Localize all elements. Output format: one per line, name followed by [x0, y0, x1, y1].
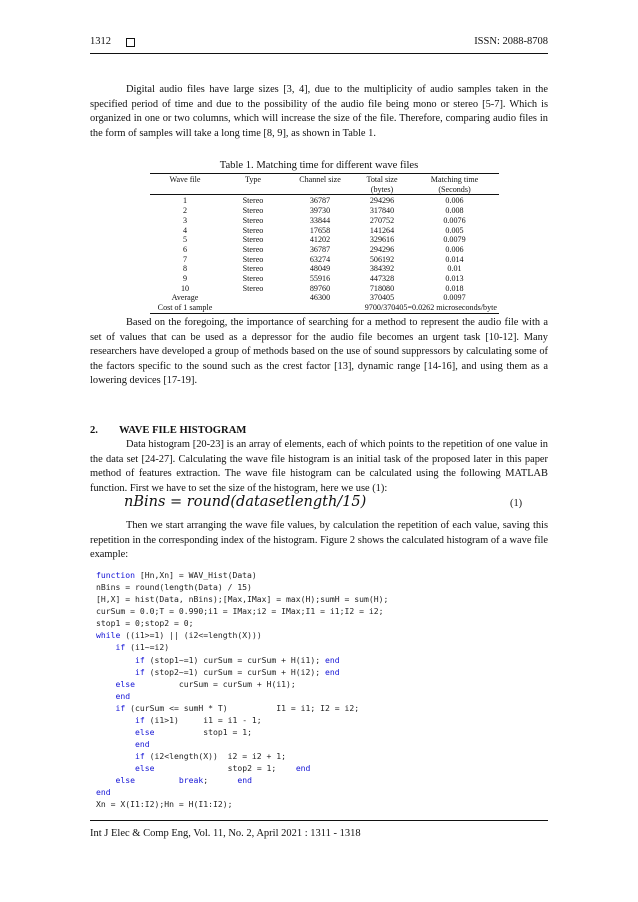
- equation-number: (1): [510, 498, 523, 509]
- paragraph-intro: Digital audio files have large sizes [3, 4], due to the multiplicity of audio samples taken in the specified period of time and due to the possibility of the audio file being mono or stereo [5-7]. Which is organized in one or two columns, which will increase the size of the file. Therefore, comparing audio files in the form of samples will take a long time [8, 9], as shown in Table 1.: [90, 84, 548, 139]
- header-rule: [90, 53, 548, 54]
- table-cell-file: 5: [182, 235, 188, 245]
- table-cell-file: 9: [182, 274, 188, 284]
- section-number: 2.: [90, 425, 98, 436]
- table-cell-time: 0.005: [445, 225, 464, 235]
- table-cell-channel: 41202: [309, 235, 331, 245]
- table-cell-type: Stereo: [242, 235, 264, 245]
- code-line: end: [96, 787, 111, 798]
- cost-label: Cost of 1 sample: [150, 303, 220, 313]
- table-cell-total: 141264: [369, 225, 395, 235]
- table-row: [150, 206, 499, 216]
- footer-rule: [90, 820, 548, 821]
- table-row-average: [150, 293, 499, 303]
- table-row: [150, 284, 499, 294]
- table-cell-type: Stereo: [242, 264, 264, 274]
- table-cell-type: Stereo: [242, 196, 264, 206]
- code-line: if (curSum <= sumH * T) I1 = i1; I2 = i2;: [115, 702, 360, 713]
- table-cell-time: 0.006: [445, 196, 464, 206]
- matlab-code-block: [96, 569, 388, 811]
- code-line: end: [115, 690, 131, 701]
- table-cell-channel: 63274: [309, 254, 331, 264]
- code-line: if (i1~=i2): [115, 642, 170, 653]
- table-cell-total: 294296: [369, 244, 395, 254]
- cost-value: 9700/370405=0.0262 microseconds/byte: [286, 303, 499, 313]
- code-line: end: [134, 739, 150, 750]
- table-cell-time: 0.013: [445, 274, 464, 284]
- table-cell-channel: 36787: [309, 244, 331, 254]
- table-cell-channel: 39730: [309, 206, 331, 216]
- table-row: [150, 226, 499, 236]
- average-total: 370405: [369, 293, 395, 303]
- col-header-matching-time: Matching time (Seconds): [410, 174, 499, 195]
- table-cell-type: Stereo: [242, 274, 264, 284]
- table-cell-time: 0.0076: [443, 215, 466, 225]
- issn: ISSN: 2088-8708: [474, 36, 548, 47]
- page-footer: Int J Elec & Comp Eng, Vol. 11, No. 2, April 2021 : 1311 - 1318: [90, 828, 361, 839]
- average-label: Average: [171, 293, 199, 303]
- code-line: else break; end: [115, 775, 252, 786]
- table-row: [150, 274, 499, 284]
- table-cell-type: Stereo: [242, 254, 264, 264]
- average-time: 0.0097: [443, 293, 466, 303]
- table-cell-total: 294296: [369, 196, 395, 206]
- table-cell-file: 3: [182, 215, 188, 225]
- average-channel: 46300: [309, 293, 331, 303]
- table-cell-time: 0.01: [447, 264, 462, 274]
- table-cell-time: 0.006: [445, 244, 464, 254]
- table-cell-total: 506192: [369, 254, 395, 264]
- table-row: [150, 264, 499, 274]
- code-line: if (stop2~=1) curSum = curSum + H(i2); end: [134, 666, 340, 677]
- table-cell-time: 0.008: [445, 206, 464, 216]
- table-row: [150, 195, 499, 206]
- code-line: while ((i1>=1) || (i2<=length(X))): [96, 630, 262, 641]
- matching-time-table: [150, 173, 499, 314]
- col-header-wave-file: Wave file: [150, 174, 220, 195]
- table-cell-file: 10: [180, 283, 190, 293]
- table-row-cost: [150, 303, 499, 313]
- table-cell-channel: 89760: [309, 283, 331, 293]
- table-cell-channel: 17658: [309, 225, 331, 235]
- table-cell-type: Stereo: [242, 283, 264, 293]
- table-row: [150, 216, 499, 226]
- table-header-row: [150, 174, 499, 195]
- table-cell-type: Stereo: [242, 215, 264, 225]
- table-row: [150, 245, 499, 255]
- code-line: else stop2 = 1; end: [134, 763, 311, 774]
- section-heading: [90, 425, 246, 436]
- page-number: 1312: [90, 36, 111, 47]
- col-header-channel-size: Channel size: [286, 174, 354, 195]
- table-cell-total: 270752: [369, 215, 395, 225]
- code-line: if (i2<length(X)) i2 = i2 + 1;: [134, 751, 287, 762]
- equation: nBins = round(datasetlength/15): [124, 494, 367, 510]
- table-cell-channel: 55916: [309, 274, 331, 284]
- table-cell-total: 329616: [369, 235, 395, 245]
- section-title: WAVE FILE HISTOGRAM: [119, 425, 247, 436]
- table-cell-type: Stereo: [242, 225, 264, 235]
- code-line: [H,X] = hist(Data, nBins);[Max,IMax] = max(H);sumH = sum(H);: [96, 594, 389, 605]
- paragraph-histogram: Data histogram [20-23] is an array of elements, each of which points to the repetition of one value in the data set [24-27]. Calculating the wave file histogram is an initial task of the proposed later in this paper method of features extraction. The wave file histogram can be calculated using the following MATLAB function. First we have to set the size of the histogram, here we use (1):: [90, 439, 548, 494]
- table-cell-channel: 36787: [309, 196, 331, 206]
- paragraph-foregoing: Based on the foregoing, the importance of searching for a method to represent the audio file with a set of values that can be used as a depressor for the audio file becomes an urgent task [10-12]. Many researchers have developed a group of methods based on the use of sound suppressors by calculating some of the factors specific to the sound such as the crest factor [13], dynamic range [14-16], and using them as a lowering devices [17-19].: [90, 317, 548, 387]
- table-cell-total: 718080: [369, 283, 395, 293]
- table-cell-channel: 48049: [309, 264, 331, 274]
- table-cell-time: 0.018: [445, 283, 464, 293]
- table-cell-total: 384392: [369, 264, 395, 274]
- table-cell-file: 2: [182, 206, 188, 216]
- paragraph-arrange: Then we start arranging the wave file values, by calculation the repetition of each value, saving this repetition in the corresponding index of the histogram. Figure 2 shows the calculated histogram of a wave file example:: [90, 520, 548, 561]
- code-line: if (i1>1) i1 = i1 - 1;: [134, 714, 262, 725]
- col-header-type: Type: [220, 174, 286, 195]
- table-row: [150, 255, 499, 265]
- page-header: [90, 36, 548, 52]
- square-icon: [126, 38, 135, 47]
- table-row: [150, 235, 499, 245]
- code-line: else stop1 = 1;: [134, 727, 252, 738]
- code-line: function [Hn,Xn] = WAV_Hist(Data): [96, 570, 257, 580]
- code-line: stop1 = 0;stop2 = 0;: [96, 618, 194, 629]
- table-cell-type: Stereo: [242, 206, 264, 216]
- table-cell-time: 0.014: [445, 254, 464, 264]
- table-cell-file: 6: [182, 244, 188, 254]
- table-cell-file: 7: [182, 254, 188, 264]
- table-cell-file: 1: [182, 196, 188, 206]
- table-cell-file: 8: [182, 264, 188, 274]
- code-line: Xn = X(I1:I2);Hn = H(I1:I2);: [96, 799, 233, 810]
- code-line: else curSum = curSum + H(i1);: [115, 678, 296, 689]
- code-line: nBins = round(length(Data) / 15): [96, 582, 252, 593]
- table-caption: Table 1. Matching time for different wave files: [219, 160, 419, 171]
- code-line: if (stop1~=1) curSum = curSum + H(i1); end: [134, 654, 340, 665]
- table-cell-total: 317840: [369, 206, 395, 216]
- col-header-total-size: Total size (bytes): [354, 174, 410, 195]
- table-body: [150, 195, 499, 313]
- table-cell-total: 447328: [369, 274, 395, 284]
- table-cell-type: Stereo: [242, 244, 264, 254]
- table-cell-file: 4: [182, 225, 188, 235]
- code-line: curSum = 0.0;T = 0.990;i1 = IMax;i2 = IMax;I1 = i1;I2 = i2;: [96, 606, 384, 617]
- table-cell-time: 0.0079: [443, 235, 466, 245]
- table-cell-channel: 33844: [309, 215, 331, 225]
